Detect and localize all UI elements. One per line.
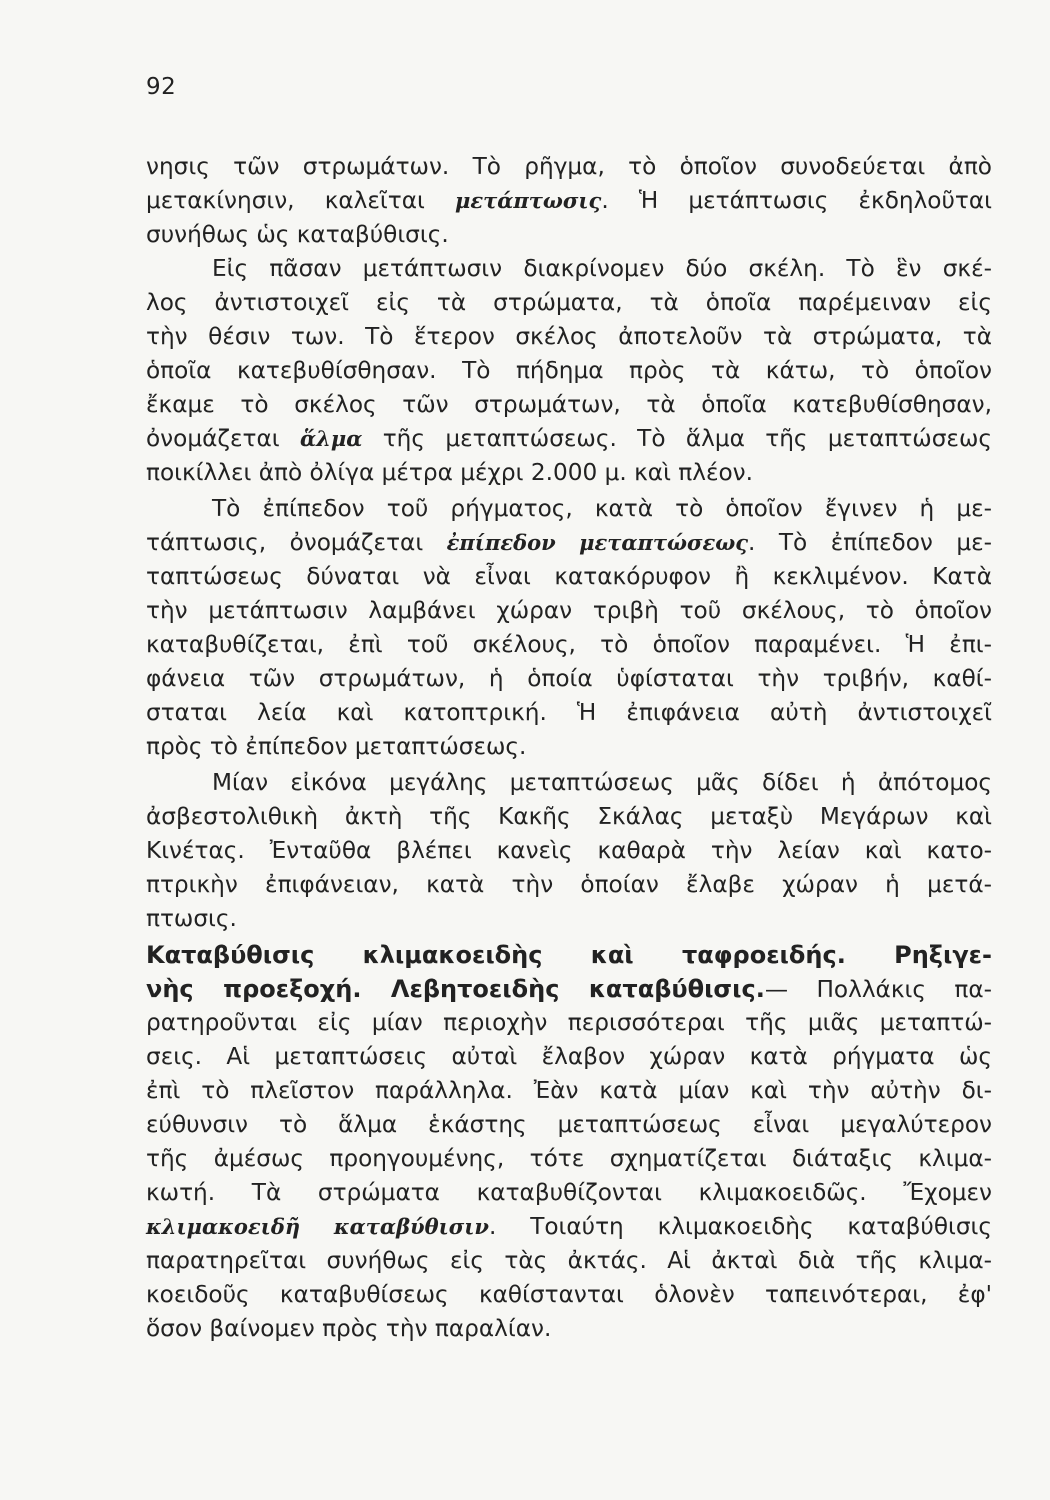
term-klimakoeidi-katavythisin: κλιμακοειδῆ καταβύθισιν xyxy=(146,1214,489,1239)
text-line: φάνεια τῶν στρωμάτων, ἡ ὁποία ὑφίσταται τὴν τριβήν, καθί- xyxy=(146,665,992,692)
text-line: ὀνομάζεται ἅλμα τῆς μεταπτώσεως. Τὸ ἅλμα τῆς μεταπτώσεως xyxy=(146,425,992,452)
term-halma: ἅλμα xyxy=(299,426,363,451)
text-line: τάπτωσις, ὀνομάζεται ἐπίπεδον μεταπτώσεως. Τὸ ἐπίπεδον με- xyxy=(146,529,992,556)
text-line: λος ἀντιστοιχεῖ εἰς τὰ στρώματα, τὰ ὁποῖα παρέμειναν εἰς xyxy=(146,289,992,316)
text-line: Εἰς πᾶσαν μετάπτωσιν διακρίνομεν δύο σκέλη. Τὸ ἓν σκέ- xyxy=(212,255,992,282)
text-line: τὴν μετάπτωσιν λαμβάνει χώραν τριβὴ τοῦ σκέλους, τὸ ὁποῖον xyxy=(146,597,992,624)
text-line: καταβυθίζεται, ἐπὶ τοῦ σκέλους, τὸ ὁποῖον παραμένει. Ἡ ἐπι- xyxy=(146,631,992,658)
text-line: τὴν θέσιν των. Τὸ ἕτερον σκέλος ἀποτελοῦν τὰ στρώματα, τὰ xyxy=(146,323,992,350)
text-line: εύθυνσιν τὸ ἅλμα ἑκάστης μεταπτώσεως εἶναι μεγαλύτερον xyxy=(146,1111,992,1138)
text-line: νησις τῶν στρωμάτων. Τὸ ρῆγμα, τὸ ὁποῖον συνοδεύεται ἀπὸ xyxy=(146,153,992,180)
term-metaptosis: μετάπτωσις xyxy=(454,188,602,213)
term-epipedon-metaptoseos: ἐπίπεδον μεταπτώσεως xyxy=(446,530,749,555)
text-line: Μίαν εἰκόνα μεγάλης μεταπτώσεως μᾶς δίδει ἡ ἀπότομος xyxy=(212,769,992,796)
text-line: κοειδοῦς καταβυθίσεως καθίστανται ὁλονὲν ταπεινότεραι, ἐφ' xyxy=(146,1281,992,1308)
text-line: ἀσβεστολιθικὴ ἀκτὴ τῆς Κακῆς Σκάλας μεταξὺ Μεγάρων καὶ xyxy=(146,803,992,830)
text-line: ταπτώσεως δύναται νὰ εἶναι κατακόρυφον ἢ κεκλιμένον. Κατὰ xyxy=(146,563,992,590)
book-page xyxy=(146,74,992,1394)
text-line: ὁποῖα κατεβυθίσθησαν. Τὸ πήδημα πρὸς τὰ κάτω, τὸ ὁποῖον xyxy=(146,357,992,384)
text-line: ἐπὶ τὸ πλεῖστον παράλληλα. Ἐὰν κατὰ μίαν καὶ τὴν αὐτὴν δι- xyxy=(146,1077,992,1104)
text-line: παρατηρεῖται συνήθως εἰς τὰς ἀκτάς. Αἱ ἀκταὶ διὰ τῆς κλιμα- xyxy=(146,1247,992,1274)
text-line: ποικίλλει ἀπὸ ὀλίγα μέτρα μέχρι 2.000 μ. καὶ πλέον. xyxy=(146,459,754,486)
text-line: πτρικὴν ἐπιφάνειαν, κατὰ τὴν ὁποίαν ἔλαβε χώραν ἡ μετά- xyxy=(146,871,992,898)
text-line: πτωσις. xyxy=(146,905,237,932)
text-line: σεις. Αἱ μεταπτώσεις αὐταὶ ἔλαβον χώραν κατὰ ρήγματα ὡς xyxy=(146,1043,992,1070)
page-number: 92 xyxy=(146,74,177,100)
text-line: κλιμακοειδῆ καταβύθισιν. Τοιαύτη κλιμακοειδὴς καταβύθισις xyxy=(146,1213,993,1240)
text-line: σταται λεία καὶ κατοπτρική. Ἡ ἐπιφάνεια αὐτὴ ἀντιστοιχεῖ xyxy=(146,699,992,726)
text-line: Τὸ ἐπίπεδον τοῦ ρήγματος, κατὰ τὸ ὁποῖον ἔγινεν ἡ με- xyxy=(212,495,992,522)
text-line: μετακίνησιν, καλεῖται μετάπτωσις. Ἡ μετάπτωσις ἐκδηλοῦται xyxy=(146,187,992,214)
text-line: Κινέτας. Ἐνταῦθα βλέπει κανεὶς καθαρὰ τὴν λείαν καὶ κατο- xyxy=(146,837,992,864)
text-line: συνήθως ὡς καταβύθισις. xyxy=(146,221,449,248)
text-line: κωτή. Τὰ στρώματα καταβυθίζονται κλιμακοειδῶς. Ἔχομεν xyxy=(146,1179,992,1206)
text-line: ὅσον βαίνομεν πρὸς τὴν παραλίαν. xyxy=(146,1315,552,1342)
text-line: τῆς ἀμέσως προηγουμένης, τότε σχηματίζεται διάταξις κλιμα- xyxy=(146,1145,992,1172)
section-heading: νὴς προεξοχή. Λεβητοειδὴς καταβύθισις.— Πολλάκις πα- xyxy=(146,975,993,1003)
text-line: πρὸς τὸ ἐπίπεδον μεταπτώσεως. xyxy=(146,733,527,760)
section-heading: Καταβύθισις κλιμακοειδὴς καὶ ταφροειδής. Ρηξιγε- xyxy=(146,941,992,969)
text-line: ρατηροῦνται εἰς μίαν περιοχὴν περισσότεραι τῆς μιᾶς μεταπτώ- xyxy=(146,1009,992,1036)
text-line: ἔκαμε τὸ σκέλος τῶν στρωμάτων, τὰ ὁποῖα κατεβυθίσθησαν, xyxy=(146,391,992,418)
